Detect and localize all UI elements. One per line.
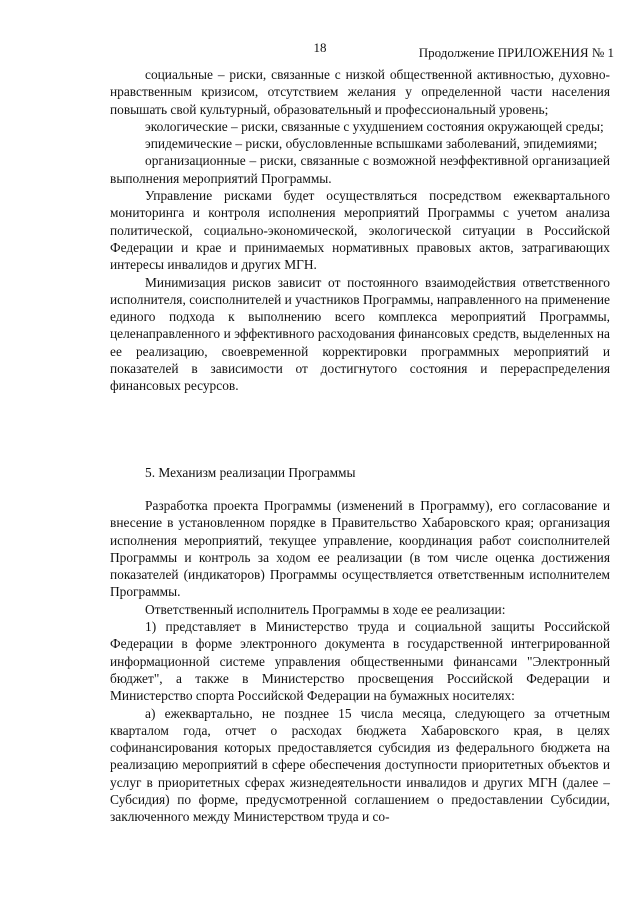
section-heading: 5. Механизм реализации Программы bbox=[145, 465, 356, 480]
paragraph: Минимизация рисков зависит от постоянного взаимодействия ответственного исполнителя, соисполнителей и участников Программы, направленного на применение единого подхода к выполнению всего комплекса мероприятий Программы, целенаправленного и эффективного расходования финансовых средств, выделенных на ее реализацию, своевременной корректировки программных мероприятий и показателей в зависимости от достигнутого состояния и перераспределения финансовых ресурсов. bbox=[110, 274, 610, 394]
implementation-mechanism-text bbox=[110, 497, 610, 826]
paragraph: эпидемические – риски, обусловленные вспышками заболеваний, эпидемиями; bbox=[145, 136, 598, 152]
paragraph: организационные – риски, связанные с возможной неэффективной организацией выполнения мероприятий Программы. bbox=[110, 153, 610, 186]
paragraph: 1) представляет в Министерство труда и социальной защиты Российской Федерации в форме электронного документа в государственной интегрированной информационной системе управления общественными финансами "Электронный бюджет", а также в Министерство просвещения Российской Федерации и Министерство спорта Российской Федерации на бумажных носителях: bbox=[110, 619, 610, 704]
page-number: 18 bbox=[313, 40, 327, 55]
appendix-continuation-note: Продолжение ПРИЛОЖЕНИЯ № 1 bbox=[418, 45, 614, 60]
paragraph: экологические – риски, связанные с ухудшением состояния окружающей среды; bbox=[145, 118, 604, 134]
paragraph: Ответственный исполнитель Программы в ходе ее реализации: bbox=[145, 601, 506, 617]
paragraph: социальные – риски, связанные с низкой общественной активностью, духовно-нравственным кризисом, отсутствием желания у определенной части населения повышать свой культурный, образовательный и профессиональный уровень; bbox=[110, 67, 610, 117]
risk-management-text bbox=[110, 66, 610, 395]
paragraph: Разработка проекта Программы (изменений в Программу), его согласование и внесение в установленном порядке в Правительство Хабаровского края; организация исполнения мероприятий, текущее управление, координация работ соисполнителей Программы и контроль за ходом ее реализации (в том числе оценка достижения показателей (индикаторов) Программы осуществляется ответственным исполнителем Программы. bbox=[110, 498, 610, 600]
paragraph: а) ежеквартально, не позднее 15 числа месяца, следующего за отчетным кварталом года, отчет о расходах бюджета Хабаровского края, в целях софинансирования которых предоставляется субсидия из федерального бюджета на реализацию мероприятий в сфере обеспечения доступности приоритетных объектов и услуг в приоритетных сферах жизнедеятельности инвалидов и других МГН (далее – Субсидия) по форме, предусмотренной соглашением о предоставлении Субсидии, заключенного между Министерством труда и со- bbox=[110, 705, 610, 825]
paragraph: Управление рисками будет осуществляться посредством ежеквартального мониторинга и контроля исполнения мероприятий Программы с учетом анализа политической, социально-экономической, экологической ситуации в Российской Федерации и крае и принимаемых нормативных правовых актов, затрагивающих интересы инвалидов и других МГН. bbox=[110, 188, 610, 273]
